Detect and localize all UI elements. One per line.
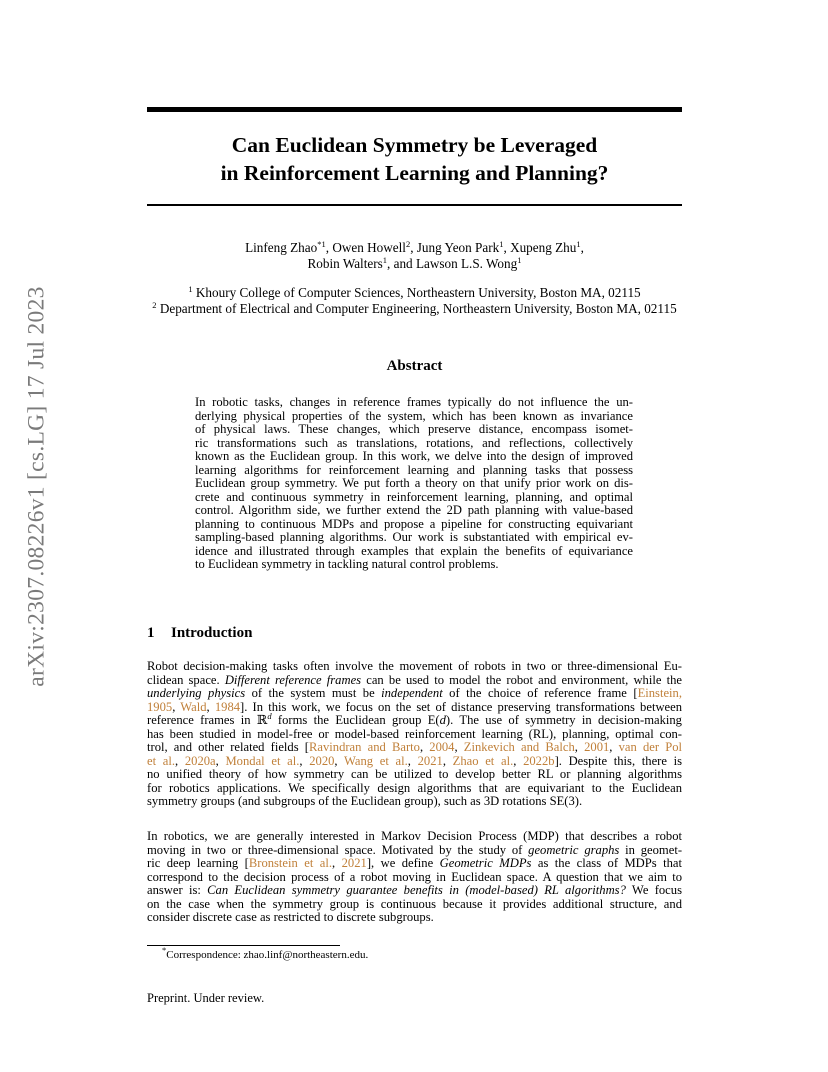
abstract-line: known as the Euclidean group. In this work, we delve into the design of improved <box>195 449 633 463</box>
paper-title <box>147 131 682 187</box>
arxiv-side-stamp <box>14 285 60 687</box>
section-number: 1 <box>147 625 155 641</box>
intro-paragraph-1 <box>147 660 682 809</box>
text-line: underlying physics of the system must be independent of the choice of reference frame [Einstein, <box>147 686 682 700</box>
footnote-text: Correspondence: zhao.linf@northeastern.edu. <box>166 949 369 961</box>
abstract-heading: Abstract <box>386 358 443 374</box>
text-line: moving in two or three-dimensional space. Motivated by the study of geometric graphs in geomet- <box>147 842 683 857</box>
abstract-line: idence and illustrated through examples that explain the benefits of equivariance <box>195 543 633 558</box>
text-line: consider discrete case as restricted to discrete subgroups. <box>147 910 434 924</box>
citation-link[interactable]: et al. <box>147 753 176 768</box>
citation-link[interactable]: 2020 <box>309 753 335 768</box>
text-line: et al., 2020a, Mondal et al., 2020, Wang et al., 2021, Zhao et al., 2022b]. Despite this, there is <box>147 753 683 768</box>
footnote-mark: * <box>162 945 167 955</box>
text-line: Robot decision-making tasks often involve the movement of robots in two or three-dimensional Eu- <box>147 659 682 673</box>
text-line: symmetry groups (and subgroups of the Euclidean group), such as 3D rotations SE(3). <box>147 794 583 808</box>
affiliation-list <box>147 285 682 317</box>
intro-paragraph-2 <box>147 830 682 925</box>
section-title: Introduction <box>171 625 253 641</box>
citation-link[interactable]: van der Pol <box>618 740 683 754</box>
citation-link[interactable]: Einstein, <box>637 686 682 700</box>
abstract-line: derlying physical properties of the system, which has been known as invariance <box>195 408 633 423</box>
citation-link[interactable]: 2004 <box>429 740 455 754</box>
text-line: answer is: Can Euclidean symmetry guarantee benefits in (model-based) RL algorithms? We focus <box>147 883 682 897</box>
abstract-line: ric transformations such as translations, rotations, and reflections, collectively <box>195 435 633 450</box>
title-bottom-rule <box>147 204 682 206</box>
citation-link[interactable]: Wald <box>180 699 207 714</box>
text-line: no unified theory of how symmetry can be utilized to develop better RL or planning algorithms <box>147 767 682 781</box>
citation-link[interactable]: Mondal et al. <box>225 753 300 768</box>
title-line-1: Can Euclidean Symmetry be Leveraged <box>231 133 598 157</box>
arxiv-identifier: arXiv:2307.08226v1 [cs.LG] 17 Jul 2023 <box>23 285 50 687</box>
author-line-1: Linfeng Zhao$^{*1}$, Owen Howell$^2$, Jung Yeon Park$^1$, Xupeng Zhu$^1$, <box>245 239 584 255</box>
abstract-line: control. Algorithm side, we further extend the 2D path planning with value-based <box>195 503 633 517</box>
citation-link[interactable]: 2020a <box>184 753 216 768</box>
citation-link[interactable]: 2021 <box>341 856 367 870</box>
footnote-rule <box>147 945 340 946</box>
citation-link[interactable]: 2001 <box>584 740 610 754</box>
abstract-line: to Euclidean symmetry in tackling natural control problems. <box>195 557 499 571</box>
text-line: correspond to the decision process of a robot moving in Euclidean space. A question that we aim to <box>147 869 682 884</box>
abstract-line: In robotic tasks, changes in reference frames typically do not influence the un- <box>195 395 633 409</box>
text-line: on the case when the symmetry group is continuous because it provides additional structure, and <box>147 896 682 911</box>
preprint-note: Preprint. Under review. <box>147 991 265 1005</box>
text-line: trol, and other related fields [Ravindran and Barto, 2004, Zinkevich and Balch, 2001, van der Pol <box>147 740 683 754</box>
abstract-body <box>195 396 633 572</box>
abstract-line: of physical laws. These changes, which preserve distance, encompass isomet- <box>195 422 633 436</box>
footnote <box>162 945 369 961</box>
title-line-2: in Reinforcement Learning and Planning? <box>220 161 609 185</box>
text-line: clidean space. Different reference frames can be used to model the robot and environment, while the <box>147 672 683 687</box>
citation-link[interactable]: Ravindran and Barto <box>308 740 420 754</box>
abstract-line: sampling-based planning algorithms. Our work is substantiated with empirical ev- <box>195 530 633 544</box>
text-line: ric deep learning [Bronstein et al., 2021], we define Geometric MDPs as the class of MDPs that <box>147 856 682 870</box>
abstract-line: planning to continuous MDPs and propose a pipeline for constructing equivariant <box>195 516 633 531</box>
citation-link[interactable]: Wang et al. <box>344 753 408 768</box>
title-top-rule <box>147 107 682 112</box>
abstract-line: Euclidean group symmetry. We put forth a theory on that unify prior work on dis- <box>195 476 633 490</box>
text-line: has been studied in model-free or model-based reinforcement learning (RL), planning, optimal con- <box>147 726 682 741</box>
author-line-2: Robin Walters$^1$, and Lawson L.S. Wong$^1$ <box>307 255 522 271</box>
text-line: reference frames in ℝ$^d$ forms the Euclidean group E(d). The use of symmetry in decision-making <box>147 711 682 727</box>
citation-link[interactable]: 2022b <box>523 753 555 768</box>
text-line: for robotics applications. We specifically design algorithms that are equivariant to the Euclidean <box>147 780 682 795</box>
citation-link[interactable]: Zinkevich and Balch <box>463 740 575 754</box>
affiliation-1: $^1$ Khoury College of Computer Sciences, Northeastern University, Boston MA, 02115 <box>188 284 641 300</box>
citation-link[interactable]: Zhao et al. <box>452 753 514 768</box>
affiliation-2: $^2$ Department of Electrical and Computer Engineering, Northeastern University, Boston MA, 02115 <box>152 300 677 316</box>
citation-link[interactable]: 1905 <box>147 699 173 714</box>
text-line: 1905, Wald, 1984]. In this work, we focus on the set of distance preserving transformations between <box>147 699 683 714</box>
abstract-line: crete and continuous symmetry in reinforcement learning, planning, and optimal <box>195 489 633 504</box>
text-line: In robotics, we are generally interested in Markov Decision Process (MDP) that describes a robot <box>147 829 682 843</box>
author-list <box>147 240 682 272</box>
citation-link[interactable]: Bronstein et al. <box>248 856 333 870</box>
abstract-line: learning algorithms for reinforcement learning and planning tasks that possess <box>195 462 633 477</box>
section-heading-introduction <box>147 625 252 642</box>
citation-link[interactable]: 2021 <box>417 753 443 768</box>
citation-link[interactable]: 1984 <box>214 699 241 714</box>
